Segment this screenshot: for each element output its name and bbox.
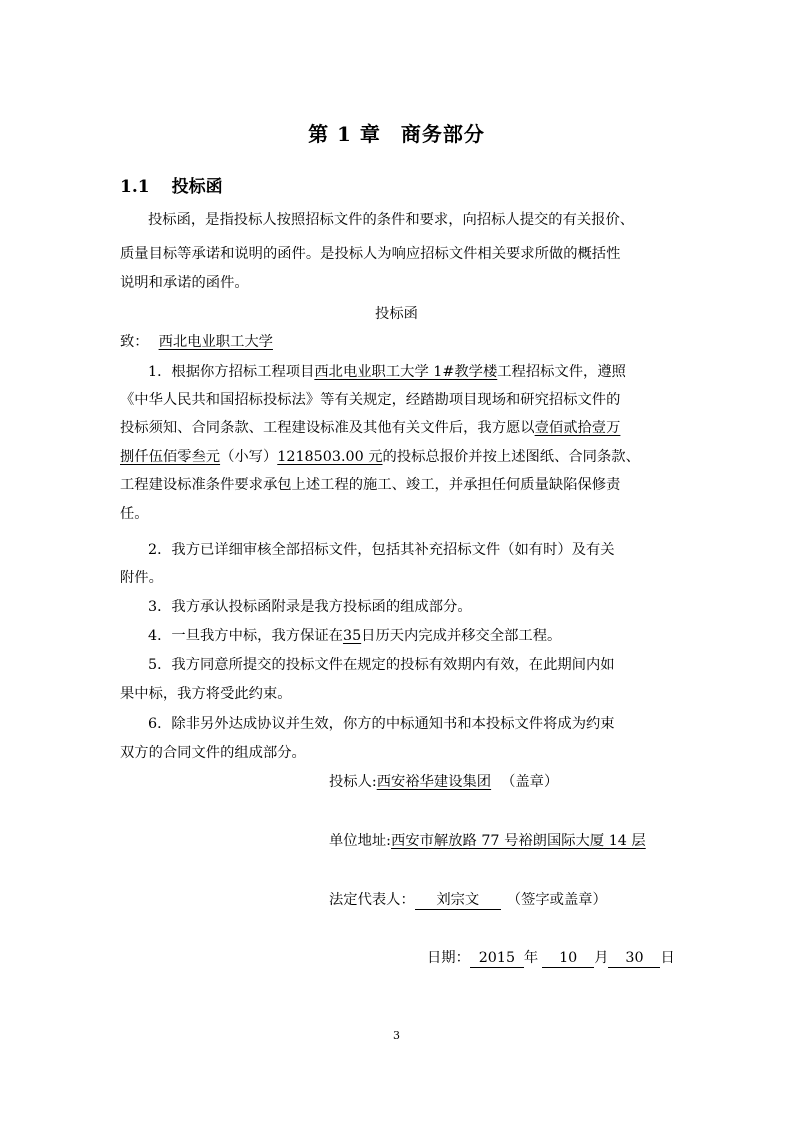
address-row: [329, 831, 646, 851]
address-label: 单位地址:: [329, 833, 392, 849]
section-title: [120, 172, 223, 197]
item1-line-1: [148, 362, 626, 382]
chapter-title: [0, 118, 793, 147]
date-day: 30: [608, 949, 660, 968]
representative-label: 法定代表人：: [329, 892, 415, 908]
item1-text-b: 工程招标文件，遵照: [497, 364, 626, 380]
item5-line-1: 5．我方同意所提交的投标文件在规定的投标有效期内有效，在此期间内如: [148, 657, 615, 673]
addressee-prefix: 致：: [120, 334, 149, 350]
bidder-note: （盖章）: [501, 774, 559, 790]
addressee-name: 西北电业职工大学: [158, 334, 273, 350]
chapter-number: 第 1 章: [308, 122, 381, 146]
section-name: 投标函: [171, 177, 223, 197]
item1-text-d: （小写）: [220, 449, 278, 465]
item6-line-2: 双方的合同文件的组成部分。: [120, 745, 306, 761]
item1-line-2: 《中华人民共和国招标投标法》等有关规定，经踏勘项目现场和研究招标文件的: [120, 392, 621, 408]
item2-line-2: 附件。: [120, 570, 163, 586]
item5-line-2: 果中标，我方将受此约束。: [120, 686, 292, 702]
date-year: 2015: [470, 949, 524, 968]
representative-name: 刘宗文: [415, 891, 501, 910]
completion-days: 35: [342, 628, 362, 644]
bidder-label: 投标人:: [329, 774, 377, 790]
item1-text-c: 投标须知、合同条款、工程建设标准及其他有关文件后，我方愿以: [120, 420, 535, 436]
date-row: [427, 948, 675, 968]
addressee: [120, 332, 273, 352]
letter-heading: 投标函: [375, 306, 418, 322]
chapter-name: 商务部分: [400, 122, 485, 146]
item4-line-1: [148, 626, 561, 646]
item6-line-1: 6．除非另外达成协议并生效，你方的中标通知书和本投标文件将成为约束: [148, 716, 615, 732]
section-number: 1.1: [120, 177, 150, 197]
bidder-row: [329, 772, 558, 792]
amount-words-part-2: 捌仟伍佰零叁元: [120, 449, 221, 465]
page-number: 3: [393, 1029, 400, 1042]
date-year-unit: 年: [523, 950, 539, 966]
representative-row: [329, 890, 607, 910]
date-label: 日期：: [427, 950, 470, 966]
amount-words-part-1: 壹佰贰拾壹万: [534, 420, 621, 436]
item4-text-a: 4．一旦我方中标，我方保证在: [148, 628, 343, 644]
item1-line-3: [120, 418, 620, 438]
intro-line-3: 说明和承诺的函件。: [120, 275, 249, 291]
item3-line-1: 3．我方承认投标函附录是我方投标函的组成部分。: [148, 599, 472, 615]
item2-line-1: 2．我方已详细审核全部招标文件，包括其补充招标文件（如有时）及有关: [148, 542, 615, 558]
item1-line-5: 工程建设标准条件要求承包上述工程的施工、竣工，并承担任何质量缺陷保修责: [120, 477, 621, 493]
date-month-unit: 月: [594, 950, 609, 966]
item1-text-e: 的投标总报价并按上述图纸、合同条款、: [382, 449, 640, 465]
address-value: 西安市解放路 77 号裕朗国际大厦 14 层: [391, 833, 646, 849]
intro-line-1: 投标函，是指投标人按照招标文件的条件和要求，向招标人提交的有关报价、: [148, 212, 635, 228]
date-month: 10: [542, 949, 594, 968]
intro-line-2: 质量目标等承诺和说明的函件。是投标人为响应招标文件相关要求所做的概括性: [120, 246, 621, 262]
representative-note: （签字或盖章）: [506, 892, 607, 908]
amount-number: 1218503.00 元: [277, 449, 383, 465]
item1-text-a: 1．根据你方招标工程项目: [148, 364, 315, 380]
project-name: 西北电业职工大学 1#教学楼: [314, 364, 498, 380]
item1-line-4: [120, 447, 640, 467]
item1-line-6: 任。: [120, 506, 149, 522]
item4-text-b: 日历天内完成并移交全部工程。: [361, 628, 562, 644]
bidder-name: 西安裕华建设集团: [376, 774, 492, 790]
date-day-unit: 日: [660, 950, 675, 966]
